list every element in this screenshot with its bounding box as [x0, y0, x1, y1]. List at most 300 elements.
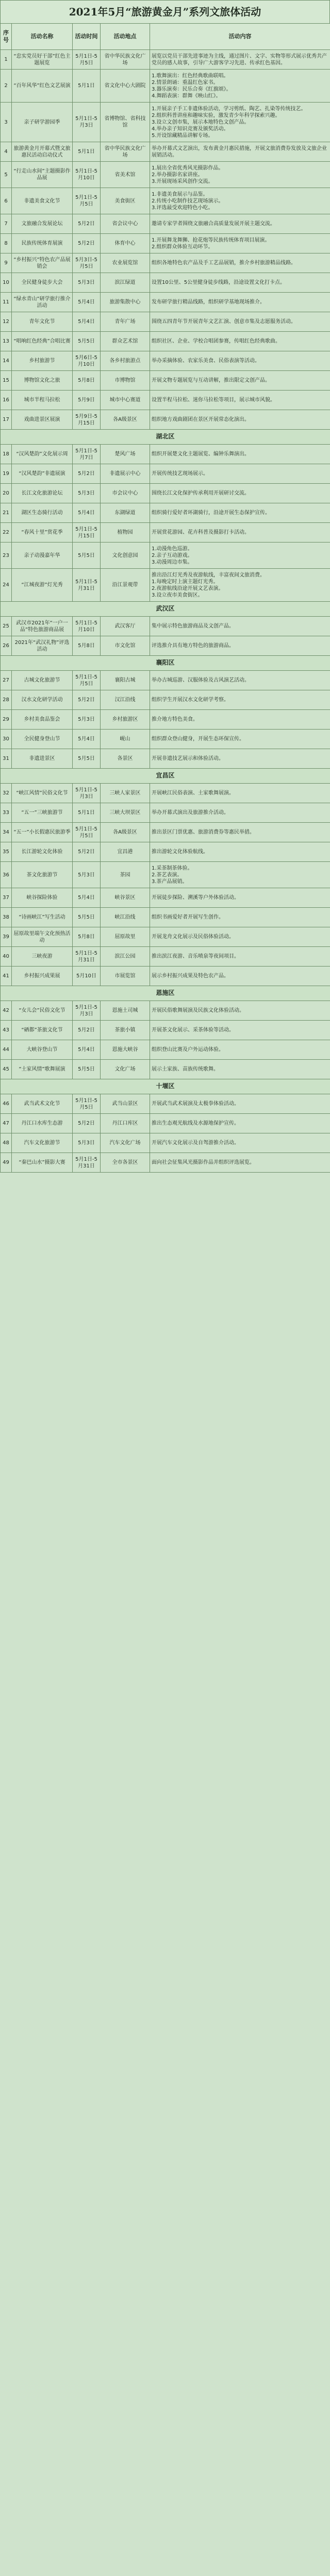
- table-row: [1, 967, 330, 986]
- section-header-row: [1, 769, 330, 784]
- cell-time: 5月1日: [73, 70, 101, 103]
- cell-time: 5月5日: [73, 1060, 101, 1079]
- cell-name: 全民健身登山节: [12, 730, 73, 749]
- cell-no: 36: [1, 862, 12, 888]
- table-row: [1, 391, 330, 410]
- table-row: [1, 823, 330, 842]
- cell-place: 丹江口库区: [101, 1114, 150, 1133]
- cell-place: 旅游集散中心: [101, 293, 150, 312]
- cell-content: 开展茶文化展示、采茶体验等活动。: [150, 1021, 330, 1040]
- cell-no: 30: [1, 730, 12, 749]
- table-row: [1, 1040, 330, 1060]
- cell-time: 5月3日-5月5日: [73, 253, 101, 273]
- cell-content: 展示土家族、苗族传统歌舞。: [150, 1060, 330, 1079]
- activity-table: [0, 23, 330, 1173]
- cell-no: 33: [1, 803, 12, 823]
- cell-no: 29: [1, 710, 12, 730]
- cell-time: 5月3日: [73, 862, 101, 888]
- table-row: [1, 142, 330, 162]
- cell-no: 2: [1, 70, 12, 103]
- cell-no: 32: [1, 784, 12, 803]
- cell-name: 长江游轮文化体验: [12, 842, 73, 862]
- cell-place: 茶园: [101, 862, 150, 888]
- table-row: [1, 162, 330, 188]
- cell-time: 5月1日-5月31日: [73, 569, 101, 602]
- cell-no: 42: [1, 1001, 12, 1021]
- cell-content: 开展龙舟文化展示及民俗体验活动。: [150, 927, 330, 947]
- document-title: 2021年5月“旅游黄金月”系列文旅体活动: [0, 0, 330, 23]
- cell-time: 5月1日-5月3日: [73, 784, 101, 803]
- cell-content: 开展传统技艺现场展示。: [150, 464, 330, 484]
- cell-time: 5月5日: [73, 543, 101, 569]
- section-title: 宜昌区: [1, 769, 330, 784]
- header-place: 活动地点: [101, 24, 150, 50]
- cell-name: 乡村美食品鉴会: [12, 710, 73, 730]
- cell-time: 5月10日: [73, 967, 101, 986]
- cell-time: 5月1日-5月15日: [73, 523, 101, 543]
- cell-time: 5月9日-5月15日: [73, 410, 101, 430]
- table-row: [1, 569, 330, 602]
- table-row: [1, 947, 330, 967]
- cell-name: 非遗美食文化节: [12, 188, 73, 214]
- cell-no: 46: [1, 1094, 12, 1114]
- cell-content: 举办古城巡游、汉服体验及古风演艺活动。: [150, 671, 330, 690]
- cell-content: 组织书画爱好者开展写生创作。: [150, 908, 330, 927]
- table-row: [1, 332, 330, 351]
- cell-content: 开展非遗技艺展示和体验活动。: [150, 749, 330, 769]
- cell-no: 40: [1, 947, 12, 967]
- cell-place: 东湖绿道: [101, 503, 150, 523]
- cell-no: 6: [1, 188, 12, 214]
- table-row: [1, 410, 330, 430]
- cell-name: “五一”小长假惠民旅游季: [12, 823, 73, 842]
- cell-no: 14: [1, 351, 12, 371]
- cell-time: 5月4日: [73, 312, 101, 332]
- cell-no: 13: [1, 332, 12, 351]
- table-row: [1, 690, 330, 710]
- cell-place: 文化广场: [101, 1060, 150, 1079]
- cell-name: 城市半程马拉松: [12, 391, 73, 410]
- cell-no: 25: [1, 617, 12, 636]
- cell-no: 38: [1, 908, 12, 927]
- cell-content: 推出滨江夜游、音乐喷泉等夜间项目。: [150, 947, 330, 967]
- cell-time: 5月5日: [73, 908, 101, 927]
- cell-place: 襄阳古城: [101, 671, 150, 690]
- cell-time: 5月1日-5月5日: [73, 1094, 101, 1114]
- cell-name: 乡村旅游节: [12, 351, 73, 371]
- cell-time: 5月4日: [73, 888, 101, 908]
- cell-no: 26: [1, 636, 12, 656]
- cell-place: 青年广场: [101, 312, 150, 332]
- cell-name: 峡谷探险体验: [12, 888, 73, 908]
- cell-place: 市博物馆: [101, 371, 150, 391]
- cell-name: 长江文化旅游论坛: [12, 484, 73, 503]
- cell-name: 亲子研学游园季: [12, 103, 73, 142]
- table-row: [1, 927, 330, 947]
- table-row: [1, 636, 330, 656]
- cell-name: 汽车文化旅游节: [12, 1133, 73, 1153]
- cell-no: 9: [1, 253, 12, 273]
- cell-place: 恩施大峡谷: [101, 1040, 150, 1060]
- cell-time: 5月1日-5月31日: [73, 947, 101, 967]
- table-row: [1, 888, 330, 908]
- cell-no: 12: [1, 312, 12, 332]
- cell-no: 44: [1, 1040, 12, 1060]
- cell-place: 群众艺术馆: [101, 332, 150, 351]
- cell-time: 5月3日: [73, 710, 101, 730]
- table-row: [1, 671, 330, 690]
- table-row: [1, 543, 330, 569]
- cell-content: 组织开展楚文化主题展览、编钟乐舞演出。: [150, 445, 330, 464]
- cell-place: 滨江绿道: [101, 273, 150, 293]
- cell-time: 5月8日: [73, 927, 101, 947]
- cell-content: 开展武当武术展演及太极拳体验活动。: [150, 1094, 330, 1114]
- cell-name: “土家风情”歌舞展演: [12, 1060, 73, 1079]
- cell-content: 推出游轮文化体验航线。: [150, 842, 330, 862]
- cell-no: 27: [1, 671, 12, 690]
- cell-place: 城市中心赛道: [101, 391, 150, 410]
- cell-name: “诗画峡江”写生活动: [12, 908, 73, 927]
- table-row: [1, 445, 330, 464]
- cell-content: 1.采茶制茶体验。 2.茶艺表演。 3.茶产品展销。: [150, 862, 330, 888]
- table-row: [1, 523, 330, 543]
- cell-no: 41: [1, 967, 12, 986]
- cell-content: 推出生态观光航线及水源地保护宣传。: [150, 1114, 330, 1133]
- cell-place: 武当山景区: [101, 1094, 150, 1114]
- cell-time: 5月5日: [73, 749, 101, 769]
- cell-time: 5月2日: [73, 464, 101, 484]
- cell-place: 省中华民族文化广场: [101, 142, 150, 162]
- cell-name: 文旅融合发展论坛: [12, 214, 73, 234]
- cell-content: 设置半程马拉松、迷你马拉松等项目，展示城市风貌。: [150, 391, 330, 410]
- cell-time: 5月3日: [73, 273, 101, 293]
- cell-place: 省美术馆: [101, 162, 150, 188]
- cell-content: 展览以党员干部先进事迹为主线，通过图片、文字、实物等形式展示优秀共产党员的感人故事，引导广大游客学习先进、传承红色基因。: [150, 50, 330, 70]
- table-row: [1, 730, 330, 749]
- cell-place: 农业展览馆: [101, 253, 150, 273]
- cell-no: 18: [1, 445, 12, 464]
- cell-name: “春风十里”赏花季: [12, 523, 73, 543]
- cell-name: “峡江风情”民俗文化节: [12, 784, 73, 803]
- cell-content: 邀请专家学者围绕文旅融合高质量发展开展主题交流。: [150, 214, 330, 234]
- cell-place: 植物园: [101, 523, 150, 543]
- cell-place: 非遗展示中心: [101, 464, 150, 484]
- section-header-row: [1, 986, 330, 1001]
- cell-time: 5月4日: [73, 1040, 101, 1060]
- cell-content: 发布研学旅行精品线路，组织研学基地现场推介。: [150, 293, 330, 312]
- cell-place: 省文化中心大剧院: [101, 70, 150, 103]
- table-row: [1, 273, 330, 293]
- cell-time: 5月2日: [73, 234, 101, 253]
- table-header-row: [1, 24, 330, 50]
- cell-name: “唱响红色经典”合唱比赛: [12, 332, 73, 351]
- cell-content: 组织地方戏曲剧团在景区开展常态化演出。: [150, 410, 330, 430]
- cell-time: 5月2日: [73, 842, 101, 862]
- cell-name: 民族传统体育展演: [12, 234, 73, 253]
- cell-place: 屈原故里: [101, 927, 150, 947]
- cell-place: 省中华民族文化广场: [101, 50, 150, 70]
- cell-time: 5月2日: [73, 214, 101, 234]
- cell-time: 5月1日-5月3日: [73, 1001, 101, 1021]
- cell-content: 展示乡村振兴成果及特色农产品。: [150, 967, 330, 986]
- cell-name: 湖区生态骑行活动: [12, 503, 73, 523]
- table-row: [1, 214, 330, 234]
- cell-name: 亲子动漫嘉年华: [12, 543, 73, 569]
- cell-content: 开展汽车文化展示及自驾游推介活动。: [150, 1133, 330, 1153]
- cell-place: 各景区: [101, 749, 150, 769]
- cell-time: 5月1日-5月10日: [73, 162, 101, 188]
- section-title: 十堰区: [1, 1079, 330, 1094]
- cell-content: 1.开展亲子手工非遗体验活动，学习剪纸、陶艺、扎染等传统技艺。 2.组织科普讲座和趣味实验，激发青少年科学探索兴趣。 3.设立文创市集，展示本地特色文创产品。 4.举办亲子知识竞赛及颁奖活动。 5.开设馆藏精品讲解专场。: [150, 103, 330, 142]
- table-row: [1, 351, 330, 371]
- cell-place: 市会议中心: [101, 484, 150, 503]
- table-row: [1, 312, 330, 332]
- table-row: [1, 234, 330, 253]
- table-row: [1, 103, 330, 142]
- cell-time: 5月1日-5月7日: [73, 445, 101, 464]
- cell-name: “秦巴山水”摄影大赛: [12, 1153, 73, 1173]
- section-title: 武汉区: [1, 602, 330, 617]
- cell-name: 旅游黄金月开幕式暨文旅惠民活动启动仪式: [12, 142, 73, 162]
- cell-content: 1.动漫角色巡游。 2.亲子互动游戏。 3.动漫周边市集。: [150, 543, 330, 569]
- cell-no: 8: [1, 234, 12, 253]
- cell-content: 组织骑行爱好者环湖骑行，沿途开展生态保护宣传。: [150, 503, 330, 523]
- cell-no: 49: [1, 1153, 12, 1173]
- cell-content: 开展文物专题展览与互动讲解，推出限定文创产品。: [150, 371, 330, 391]
- cell-no: 1: [1, 50, 12, 70]
- cell-no: 48: [1, 1133, 12, 1153]
- cell-place: 宜昌港: [101, 842, 150, 862]
- cell-name: “江城夜游”灯光秀: [12, 569, 73, 602]
- cell-content: 面向社会征集风光摄影作品并组织评选展览。: [150, 1153, 330, 1173]
- cell-place: 楚风广场: [101, 445, 150, 464]
- section-header-row: [1, 1079, 330, 1094]
- table-row: [1, 464, 330, 484]
- cell-time: 5月2日: [73, 1021, 101, 1040]
- cell-no: 16: [1, 391, 12, 410]
- cell-name: “汉风楚韵”非遗展演: [12, 464, 73, 484]
- table-row: [1, 293, 330, 312]
- table-row: [1, 1114, 330, 1133]
- cell-no: 15: [1, 371, 12, 391]
- section-title: 湖北区: [1, 430, 330, 445]
- table-row: [1, 617, 330, 636]
- cell-no: 24: [1, 569, 12, 602]
- cell-place: 省博物馆、省科技馆: [101, 103, 150, 142]
- cell-content: 1.展出全省优秀风光摄影作品。 2.举办摄影名家讲座。 3.开展现场采风创作交流。: [150, 162, 330, 188]
- cell-content: 组织社区、企业、学校合唱团参赛，传唱红色经典歌曲。: [150, 332, 330, 351]
- cell-name: 三峡夜游: [12, 947, 73, 967]
- cell-content: 1.歌舞演出：红色经典歌曲联唱。 2.情景朗诵：重温红色家书。 3.器乐演奏：民乐合奏《红旗颂》。 4.舞蹈表演：群舞《映山红》。: [150, 70, 330, 103]
- cell-name: 非遗进景区: [12, 749, 73, 769]
- header-time: 活动时间: [73, 24, 101, 50]
- cell-name: 博物馆文化之旅: [12, 371, 73, 391]
- cell-content: 推介地方特色美食。: [150, 710, 330, 730]
- table-row: [1, 803, 330, 823]
- cell-content: 开展徒步探险、溯溪等户外体验活动。: [150, 888, 330, 908]
- cell-no: 23: [1, 543, 12, 569]
- cell-place: 美食街区: [101, 188, 150, 214]
- cell-name: 丹江口水库生态游: [12, 1114, 73, 1133]
- cell-name: “汉风楚韵”文化展示周: [12, 445, 73, 464]
- cell-time: 5月4日: [73, 730, 101, 749]
- cell-name: 武汉市2021年“一户一品”特色旅游商品展: [12, 617, 73, 636]
- table-row: [1, 1021, 330, 1040]
- cell-time: 5月4日: [73, 503, 101, 523]
- cell-content: 组织群众登山健身，开展生态环保宣传。: [150, 730, 330, 749]
- cell-content: 开展民俗歌舞展演及民族文化体验活动。: [150, 1001, 330, 1021]
- cell-content: 1.开展舞龙舞狮、抢花炮等民族传统体育项目展演。 2.组织群众体验互动环节。: [150, 234, 330, 253]
- cell-place: 沿江景观带: [101, 569, 150, 602]
- cell-time: 5月1日-5月5日: [73, 188, 101, 214]
- cell-content: 围绕长江文化保护传承利用开展研讨交流。: [150, 484, 330, 503]
- cell-place: 市文化馆: [101, 636, 150, 656]
- cell-name: 古城文化旅游节: [12, 671, 73, 690]
- cell-place: 峡江沿线: [101, 908, 150, 927]
- cell-content: 举办开幕式演出及旅游推介活动。: [150, 803, 330, 823]
- section-header-row: [1, 656, 330, 671]
- cell-content: 举办采摘体验、农家乐美食、民俗表演等活动。: [150, 351, 330, 371]
- cell-content: 推出沿江灯光秀及夜游航线，丰富夜间文旅消费。 1.每晚定时上演主题灯光秀。 2.夜游航线沿途开展文艺表演。 3.设立夜市美食街区。: [150, 569, 330, 602]
- table-row: [1, 842, 330, 862]
- cell-place: 市展览馆: [101, 967, 150, 986]
- table-row: [1, 253, 330, 273]
- cell-name: 青年文化节: [12, 312, 73, 332]
- table-row: [1, 1153, 330, 1173]
- cell-place: 汽车文化广场: [101, 1133, 150, 1153]
- table-row: [1, 862, 330, 888]
- cell-no: 28: [1, 690, 12, 710]
- cell-time: 5月2日: [73, 1114, 101, 1133]
- cell-place: 恩施土司城: [101, 1001, 150, 1021]
- cell-content: 开展峡江民俗表演、土家歌舞展演。: [150, 784, 330, 803]
- cell-time: 5月3日: [73, 484, 101, 503]
- cell-no: 7: [1, 214, 12, 234]
- cell-place: 茶旅小镇: [101, 1021, 150, 1040]
- cell-name: 汉水文化研学活动: [12, 690, 73, 710]
- table-body: [1, 50, 330, 1173]
- table-row: [1, 503, 330, 523]
- table-row: [1, 1001, 330, 1021]
- cell-no: 35: [1, 842, 12, 862]
- cell-time: 5月1日-5月5日: [73, 671, 101, 690]
- cell-no: 22: [1, 523, 12, 543]
- cell-name: 屈原故里端午文化预热活动: [12, 927, 73, 947]
- cell-name: 武当武术文化节: [12, 1094, 73, 1114]
- cell-content: 集中展示特色旅游商品及文创产品。: [150, 617, 330, 636]
- cell-place: 武汉客厅: [101, 617, 150, 636]
- table-row: [1, 784, 330, 803]
- cell-time: 5月5日: [73, 332, 101, 351]
- cell-no: 5: [1, 162, 12, 188]
- cell-name: “忠实党员好干部”红色主题展览: [12, 50, 73, 70]
- cell-name: “五一”三峡旅游节: [12, 803, 73, 823]
- cell-time: 5月1日: [73, 803, 101, 823]
- cell-no: 17: [1, 410, 12, 430]
- cell-time: 5月1日: [73, 142, 101, 162]
- cell-no: 31: [1, 749, 12, 769]
- cell-place: 乡村旅游区: [101, 710, 150, 730]
- cell-place: 三峡人家景区: [101, 784, 150, 803]
- cell-no: 39: [1, 927, 12, 947]
- cell-place: 滨江公园: [101, 947, 150, 967]
- cell-name: 茶文化旅游节: [12, 862, 73, 888]
- header-no: 序号: [1, 24, 12, 50]
- cell-content: 设置10公里、5公里健身徒步线路，沿途设置文化打卡点。: [150, 273, 330, 293]
- cell-place: 各A级景区: [101, 823, 150, 842]
- cell-name: “行走山水间”主题摄影作品展: [12, 162, 73, 188]
- cell-content: 组织登山比赛及户外运动体验。: [150, 1040, 330, 1060]
- cell-time: 5月1日-5月31日: [73, 1153, 101, 1173]
- cell-time: 5月1日-5月5日: [73, 823, 101, 842]
- cell-no: 34: [1, 823, 12, 842]
- cell-name: “女儿会”民俗文化节: [12, 1001, 73, 1021]
- table-row: [1, 749, 330, 769]
- cell-content: 评选推介具有地方特色的旅游商品。: [150, 636, 330, 656]
- cell-content: 举办开幕式文艺演出，发布黄金月惠民措施，开展文旅消费券发放及文旅企业展销活动。: [150, 142, 330, 162]
- cell-no: 4: [1, 142, 12, 162]
- cell-content: 开展赏花游园、花卉科普及摄影打卡活动。: [150, 523, 330, 543]
- cell-content: 组织学生开展汉水文化研学考察。: [150, 690, 330, 710]
- cell-name: 2021年“武汉礼物”评选活动: [12, 636, 73, 656]
- cell-time: 5月9日: [73, 391, 101, 410]
- table-row: [1, 50, 330, 70]
- cell-place: 省会议中心: [101, 214, 150, 234]
- cell-content: 1.非遗美食展示与品鉴。 2.传统小吃制作技艺现场演示。 3.评选最受欢迎特色小吃。: [150, 188, 330, 214]
- cell-no: 11: [1, 293, 12, 312]
- table-row: [1, 1094, 330, 1114]
- cell-time: 5月1日-5月5日: [73, 50, 101, 70]
- cell-name: “绿水青山”研学旅行推介活动: [12, 293, 73, 312]
- cell-name: “乡村振兴”特色农产品展销会: [12, 253, 73, 273]
- table-row: [1, 70, 330, 103]
- cell-place: 文化创意园: [101, 543, 150, 569]
- cell-time: 5月3日: [73, 1133, 101, 1153]
- cell-no: 20: [1, 484, 12, 503]
- table-row: [1, 908, 330, 927]
- table-row: [1, 1133, 330, 1153]
- cell-time: 5月2日: [73, 690, 101, 710]
- cell-content: 推出景区门票优惠、旅游消费券等惠民举措。: [150, 823, 330, 842]
- table-row: [1, 371, 330, 391]
- cell-no: 21: [1, 503, 12, 523]
- cell-place: 峡谷景区: [101, 888, 150, 908]
- cell-place: 各乡村旅游点: [101, 351, 150, 371]
- cell-time: 5月6日-5月10日: [73, 351, 101, 371]
- cell-no: 47: [1, 1114, 12, 1133]
- cell-name: 大峡谷登山节: [12, 1040, 73, 1060]
- section-header-row: [1, 430, 330, 445]
- table-row: [1, 1060, 330, 1079]
- cell-place: 体育中心: [101, 234, 150, 253]
- cell-name: “百年风华”红色文艺展演: [12, 70, 73, 103]
- cell-name: “硒都”茶旅文化节: [12, 1021, 73, 1040]
- cell-time: 5月8日: [73, 636, 101, 656]
- cell-no: 43: [1, 1021, 12, 1040]
- cell-name: 全民健身徒步大会: [12, 273, 73, 293]
- table-row: [1, 188, 330, 214]
- cell-time: 5月8日: [73, 371, 101, 391]
- cell-no: 3: [1, 103, 12, 142]
- header-content: 活动内容: [150, 24, 330, 50]
- section-title: 襄阳区: [1, 656, 330, 671]
- cell-place: 汉江沿线: [101, 690, 150, 710]
- cell-no: 10: [1, 273, 12, 293]
- cell-no: 19: [1, 464, 12, 484]
- cell-time: 5月4日: [73, 293, 101, 312]
- cell-content: 组织各地特色农产品及手工艺品展销，推介乡村旅游精品线路。: [150, 253, 330, 273]
- cell-place: 全市各景区: [101, 1153, 150, 1173]
